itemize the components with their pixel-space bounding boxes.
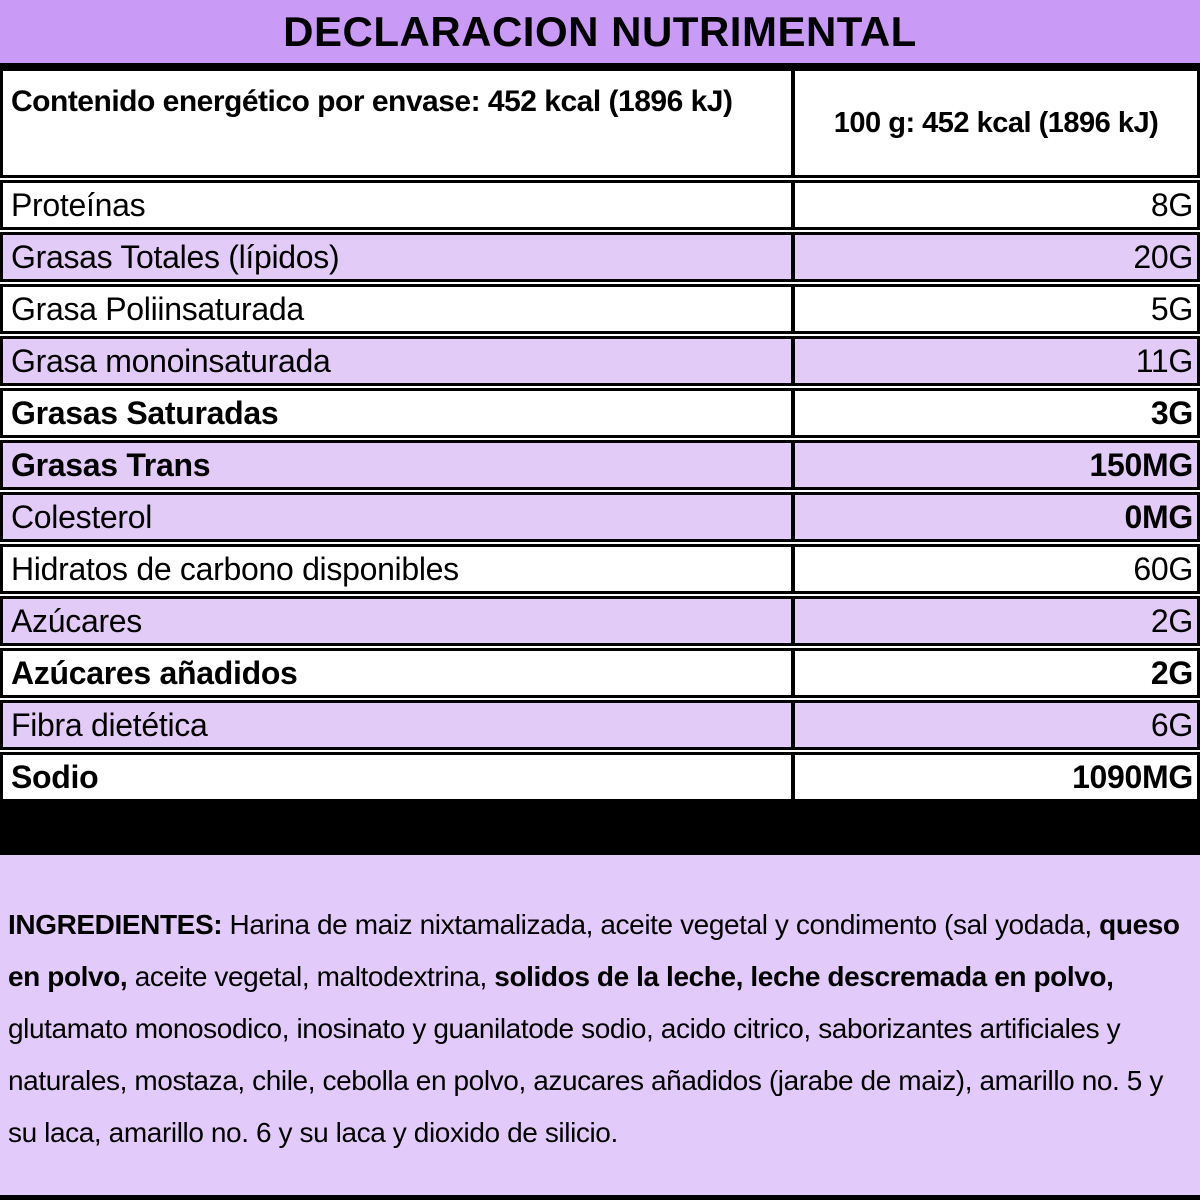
table-row: [0, 284, 1200, 334]
table-row: [0, 180, 1200, 230]
table-row: [0, 336, 1200, 386]
nutrient-value: 60G: [791, 547, 1197, 591]
nutrient-value: 11G: [791, 339, 1197, 383]
nutrient-value: 5G: [791, 287, 1197, 331]
table-row: [0, 596, 1200, 646]
table-row: [0, 232, 1200, 282]
energy-per-package: Contenido energético por envase: 452 kcal (1896 kJ): [11, 85, 733, 118]
table-row: [0, 544, 1200, 594]
nutrient-name: Proteínas: [11, 186, 146, 223]
ingredient-segment: aceite vegetal, maltodextrina,: [134, 961, 495, 992]
nutrient-name: Grasas Saturadas: [11, 394, 279, 431]
separator-bar: [0, 802, 1200, 855]
nutrient-value: 8G: [791, 183, 1197, 227]
nutrient-value: 1090MG: [791, 755, 1197, 799]
nutrient-rows: [0, 178, 1200, 802]
table-row: [0, 648, 1200, 698]
title-bar: [0, 0, 1200, 68]
ingredient-segment: glutamato monosodico, inosinato y guanilatode sodio, acido citrico, saborizantes artificiales y naturales, mostaza, chile, cebolla en polvo, azucares añadidos (jarabe de maiz), amarillo no. 5 y su laca, amarillo no. 6 y su laca y dioxido de silicio.: [8, 1013, 1163, 1148]
ingredients-text: [8, 899, 1188, 1159]
nutrient-value: 2G: [791, 651, 1197, 695]
page-title: DECLARACION NUTRIMENTAL: [283, 7, 917, 55]
energy-row: [0, 68, 1200, 178]
table-row: [0, 492, 1200, 542]
nutrient-name: Sodio: [11, 758, 99, 795]
ingredient-bold-segment: INGREDIENTES:: [8, 909, 230, 940]
ingredient-segment: Harina de maiz nixtamalizada, aceite vegetal y condimento (sal yodada,: [229, 909, 1100, 940]
nutrient-name: Colesterol: [11, 498, 153, 535]
nutrient-value: 20G: [791, 235, 1197, 279]
nutrient-value: 150MG: [791, 443, 1197, 487]
nutrient-name: Grasa monoinsaturada: [11, 342, 331, 379]
ingredient-bold-segment: solidos de la leche, leche descremada en polvo,: [494, 961, 1114, 992]
nutrient-name: Hidratos de carbono disponibles: [11, 550, 459, 587]
ingredient-bold-segment: queso en polvo,: [8, 909, 1180, 992]
energy-per-100g: 100 g: 452 kcal (1896 kJ): [791, 71, 1197, 175]
table-row: [0, 700, 1200, 750]
nutrient-name: Grasas Totales (lípidos): [11, 238, 340, 275]
nutrient-name: Azúcares añadidos: [11, 654, 298, 691]
nutrient-value: 3G: [791, 391, 1197, 435]
table-row: [0, 388, 1200, 438]
nutrient-value: 0MG: [791, 495, 1197, 539]
nutrient-value: 2G: [791, 599, 1197, 643]
table-row: [0, 752, 1200, 802]
nutrient-name: Fibra dietética: [11, 706, 208, 743]
nutrient-name: Grasa Poliinsaturada: [11, 290, 304, 327]
ingredients-section: [0, 855, 1200, 1200]
nutrient-value: 6G: [791, 703, 1197, 747]
nutrient-name: Grasas Trans: [11, 446, 211, 483]
table-row: [0, 440, 1200, 490]
nutrient-name: Azúcares: [11, 602, 142, 639]
